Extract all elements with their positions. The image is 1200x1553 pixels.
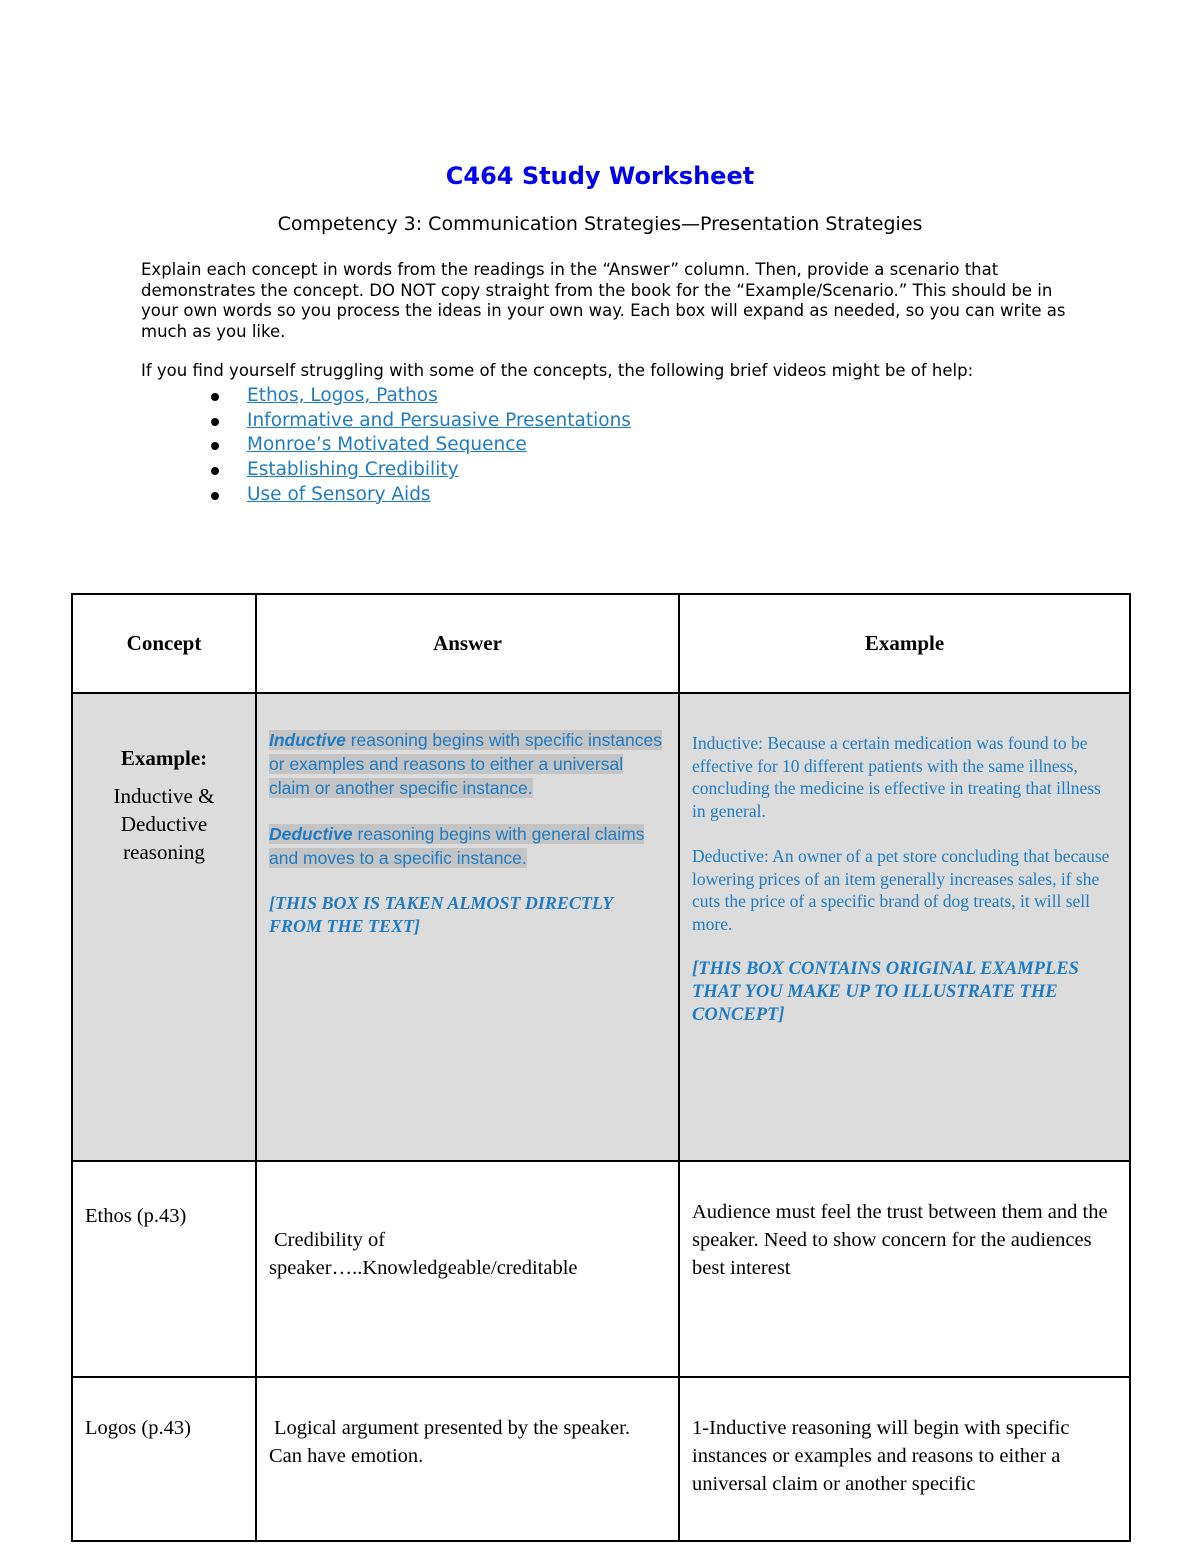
answer-logos-text: Logical argument presented by the speaker. Can have emotion. xyxy=(269,1417,630,1467)
table-row xyxy=(72,1161,1130,1377)
link-establishing-credibility[interactable]: Establishing Credibility xyxy=(247,459,459,481)
deductive-text: reasoning begins with general claims and moves to a specific instance. xyxy=(269,824,645,868)
header-concept: Concept xyxy=(72,594,256,693)
video-links-list xyxy=(141,384,631,507)
bullet-icon xyxy=(211,442,219,450)
link-informative-persuasive[interactable]: Informative and Persuasive Presentations xyxy=(247,409,631,431)
header-example: Example xyxy=(679,594,1130,693)
inductive-text: reasoning begins with specific instances or examples and reasons to either a universal claim or another specific instance. xyxy=(269,730,662,798)
example-note: [THIS BOX CONTAINS ORIGINAL EXAMPLES THAT YOU MAKE UP TO ILLUSTRATE THE CONCEPT] xyxy=(692,959,1079,1025)
bullet-icon xyxy=(211,418,219,426)
answer-note: [THIS BOX IS TAKEN ALMOST DIRECTLY FROM THE TEXT] xyxy=(269,893,613,936)
instructions-paragraph: Explain each concept in words from the readings in the “Answer” column. Then, provide a scenario that demonstrates the concept. DO NOT copy straight from the book for the “Example/Scenario.” This should be in your own words so you process the ideas in your own way. Each box will expand as needed, so you can write as much as you like. xyxy=(141,260,1066,341)
example-ethos[interactable]: Audience must feel the trust between them and the speaker. Need to show concern for the audiences best interest xyxy=(679,1161,1130,1377)
deductive-example: Deductive: An owner of a pet store concluding that because lowering prices of an item generally increases sales, if she cuts the price of a specific brand of dog treats, it will sell more. xyxy=(692,846,1110,934)
page-title: C464 Study Worksheet xyxy=(445,162,755,190)
list-item xyxy=(141,433,631,458)
concept-ethos: Ethos (p.43) xyxy=(72,1161,256,1377)
deductive-definition xyxy=(269,822,666,870)
answer-ethos[interactable] xyxy=(256,1161,679,1377)
concept-line: Deductive xyxy=(120,812,208,836)
answer-ethos-text: Credibility of speaker…..Knowledgeable/creditable xyxy=(269,1229,578,1279)
example-answer-cell[interactable] xyxy=(256,693,679,1161)
list-item xyxy=(141,384,631,409)
list-item xyxy=(141,409,631,434)
table-row xyxy=(72,1377,1130,1541)
list-item xyxy=(141,458,631,483)
example-concept-cell xyxy=(72,693,256,1161)
answer-logos[interactable] xyxy=(256,1377,679,1541)
bullet-icon xyxy=(211,492,219,500)
inductive-term: Inductive xyxy=(269,730,346,750)
inductive-definition xyxy=(269,728,666,800)
help-intro: If you find yourself struggling with some of the concepts, the following brief videos might be of help: xyxy=(141,361,974,380)
example-example-cell[interactable] xyxy=(679,693,1130,1161)
list-item xyxy=(141,483,631,508)
concept-line: reasoning xyxy=(123,840,205,864)
bullet-icon xyxy=(211,467,219,475)
table-header-row xyxy=(72,594,1130,693)
example-logos[interactable]: 1-Inductive reasoning will begin with specific instances or examples and reasons to either a universal claim or another specific xyxy=(679,1377,1130,1541)
example-label: Example: xyxy=(120,746,208,770)
page-subtitle: Competency 3: Communication Strategies—Presentation Strategies xyxy=(277,213,923,235)
inductive-example: Inductive: Because a certain medication was found to be effective for 10 different patients with the same illness, concluding the medicine is effective in treating that illness in general. xyxy=(692,733,1101,821)
header-answer: Answer xyxy=(256,594,679,693)
deductive-term: Deductive xyxy=(269,824,353,844)
concept-line: Inductive & xyxy=(113,784,215,808)
link-ethos-logos-pathos[interactable]: Ethos, Logos, Pathos xyxy=(247,385,438,406)
example-row xyxy=(72,693,1130,1161)
worksheet-table xyxy=(71,593,1131,1542)
link-sensory-aids[interactable]: Use of Sensory Aids xyxy=(247,483,431,505)
concept-logos: Logos (p.43) xyxy=(72,1377,256,1541)
bullet-icon xyxy=(211,393,219,401)
link-monroes-sequence[interactable]: Monroe’s Motivated Sequence xyxy=(247,434,527,456)
